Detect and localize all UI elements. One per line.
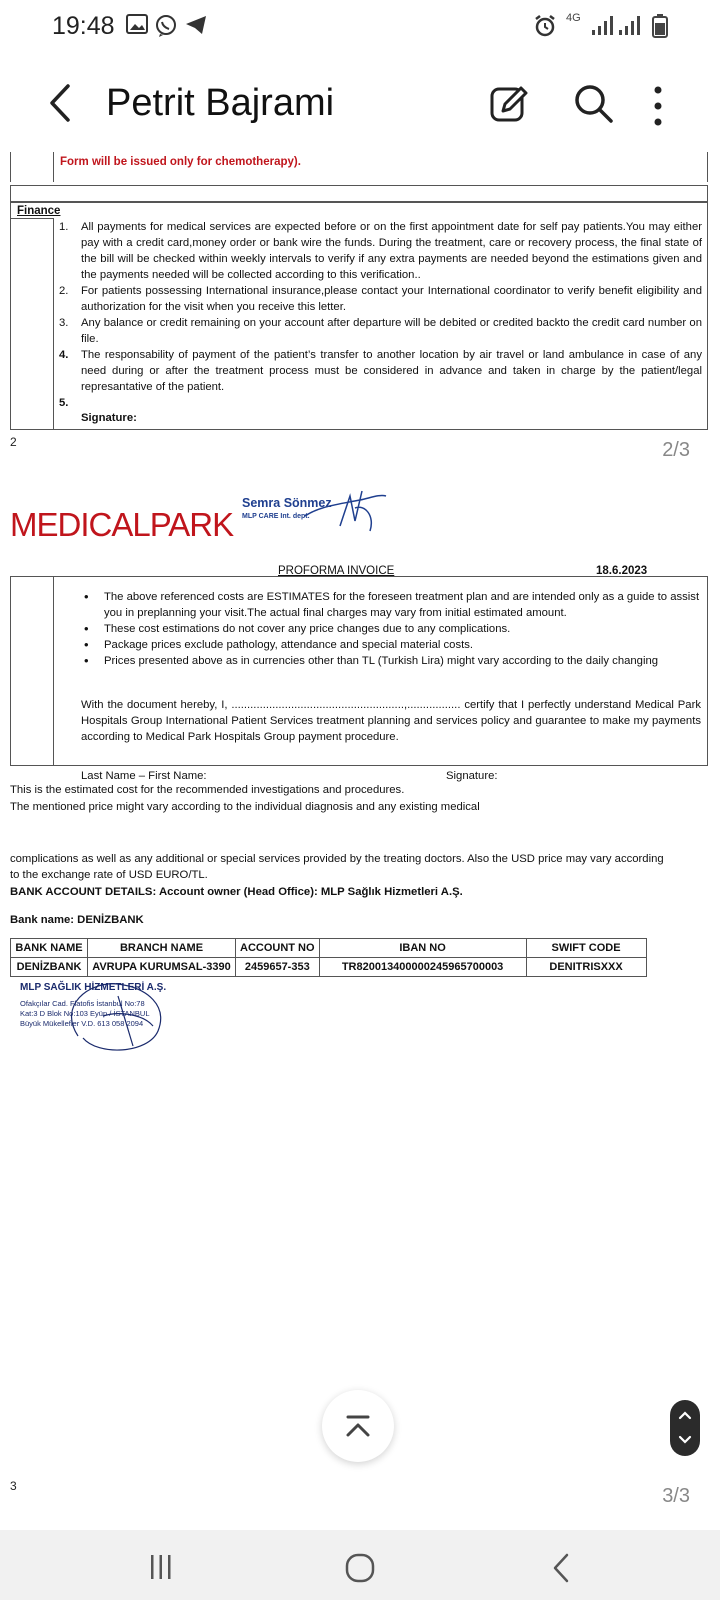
- signal-icon: [617, 14, 641, 36]
- lastname-label: Last Name – First Name:: [81, 770, 207, 782]
- company-stamp: MLP SAĞLIK HİZMETLERİ A.Ş. Ofakçılar Cad. Flatofis İstanbul No:78 Kat:3 D Blok No:103 Eyüp / İSTANBUL Büyük Mükellefler V.D. 613 058 2094: [18, 974, 218, 1064]
- list-item: 2. For patients possessing International insurance,please contact your International coordinator to verify benefit eligibility and authorization for the visit when you receive this letter.: [59, 285, 702, 313]
- bank-table: [10, 938, 647, 977]
- list-item: • These cost estimations do not cover any price changes due to any complications.: [84, 621, 704, 637]
- navigation-bar: [0, 1530, 720, 1600]
- gallery-icon: [126, 14, 148, 34]
- list-item: • The above referenced costs are ESTIMATES for the foreseen treatment plan and are intended only as a guide to assist you in preplanning your visit.The actual final charges may vary from initial estimated amount.: [84, 589, 704, 621]
- page-indicator: 2/3: [662, 439, 690, 461]
- battery-icon: [652, 14, 668, 38]
- signature-scribble: [300, 486, 390, 536]
- list-item: 5.: [59, 397, 69, 409]
- list-item: 3. Any balance or credit remaining on your account after departure will be debited or credited backto the credit card number on file.: [59, 317, 702, 345]
- page-number: 3: [10, 1479, 17, 1493]
- telegram-icon: [184, 14, 208, 36]
- list-item: 1. All payments for medical services are expected before or on the first appointment date for self pay patients.You may either pay with a credit card,money order or bank wire the funds. During the treatment, care or recovery process, the final state of the bill will be checked within weekly intervals to verify if any extra payments are needed beyond the estimations given and the payments needed will be collected according to this verification..: [59, 221, 702, 281]
- stamp-name: Semra Sönmez: [242, 496, 332, 510]
- page-title: Petrit Bajrami: [106, 82, 335, 124]
- search-icon[interactable]: [572, 82, 614, 124]
- complications-text: complications as well as any additional or special services provided by the treating doctors. Also the USD price may vary according to the exchange rate of USD EURO/TL.: [10, 853, 664, 881]
- table-border: [10, 152, 11, 182]
- bank-account-details: BANK ACCOUNT DETAILS: Account owner (Head Office): MLP Sağlık Hizmetleri A.Ş.: [10, 886, 463, 898]
- chemotherapy-note: Form will be issued only for chemotherapy).: [60, 156, 301, 168]
- finance-label: Finance: [17, 205, 61, 217]
- table-header-row: BANK NAME BRANCH NAME ACCOUNT NO IBAN NO SWIFT CODE: [11, 939, 647, 958]
- finance-list: [57, 219, 702, 411]
- viber-icon: [154, 14, 178, 38]
- estimated-cost-line: This is the estimated cost for the recommended investigations and procedures.: [10, 784, 405, 796]
- alarm-icon: [533, 14, 557, 38]
- invoice-date: 18.6.2023: [596, 565, 648, 577]
- medicalpark-logo: MEDICALPARK: [10, 506, 234, 543]
- invoice-title: PROFORMA INVOICE: [278, 565, 395, 577]
- network-type: 4G: [566, 12, 581, 24]
- signature-label: Signature:: [81, 412, 137, 424]
- collapse-button[interactable]: [322, 1390, 394, 1462]
- signal-icon: [590, 14, 614, 36]
- estimate-bullets: [84, 589, 704, 669]
- page-navigator[interactable]: [670, 1400, 700, 1456]
- certify-text: With the document hereby, I, .......................................................,................. certify that I perfectly understand Medical Park Hospitals Group International Patient Services treatment planning and services policy and guarantee to make my payments according to Medical Park Hospitals Group payment procedure.: [81, 699, 701, 743]
- page-indicator: 3/3: [662, 1485, 690, 1507]
- bank-name-line: Bank name: DENİZBANK: [10, 914, 144, 926]
- list-item: 4. The responsability of payment of the patient’s transfer to another location by air travel or land ambulance in case of any need during or after the treatment process must be considered in advance and taken in charge by the patient/legal represantative of the patient.: [59, 349, 702, 393]
- back-icon[interactable]: [550, 1552, 572, 1584]
- stamp-dept: MLP CARE Int. dept.: [242, 513, 310, 520]
- collapse-up-icon: [322, 1390, 394, 1462]
- table-row: DENİZBANK AVRUPA KURUMSAL-3390 2459657-353 TR820013400000245965700003 DENITRISXXX: [11, 958, 647, 977]
- back-icon[interactable]: [40, 78, 80, 128]
- signature-label: Signature:: [446, 770, 498, 782]
- edit-icon[interactable]: [489, 84, 529, 124]
- table-border: [53, 218, 54, 430]
- empty-row: [10, 185, 708, 202]
- recents-icon[interactable]: [146, 1552, 176, 1582]
- price-vary-line: The mentioned price might vary according to the individual diagnosis and any existing medical: [10, 801, 480, 813]
- document-page-2: [0, 152, 720, 461]
- chevron-down-icon[interactable]: [678, 1434, 692, 1446]
- list-item: • Package prices exclude pathology, attendance and special material costs.: [84, 637, 704, 653]
- chevron-up-icon[interactable]: [678, 1409, 692, 1421]
- status-time: 19:48: [52, 12, 115, 40]
- table-border: [707, 152, 708, 182]
- app-bar: [0, 60, 720, 148]
- page-number: 2: [10, 435, 17, 449]
- table-border: [53, 576, 54, 766]
- list-item: • Prices presented above as in currencies other than TL (Turkish Lira) might vary according to the daily changing: [84, 653, 704, 669]
- status-bar: [0, 0, 720, 52]
- more-vert-icon[interactable]: [648, 84, 668, 128]
- document-page-3: [0, 480, 720, 1530]
- table-border: [53, 152, 54, 182]
- home-icon[interactable]: [344, 1552, 376, 1584]
